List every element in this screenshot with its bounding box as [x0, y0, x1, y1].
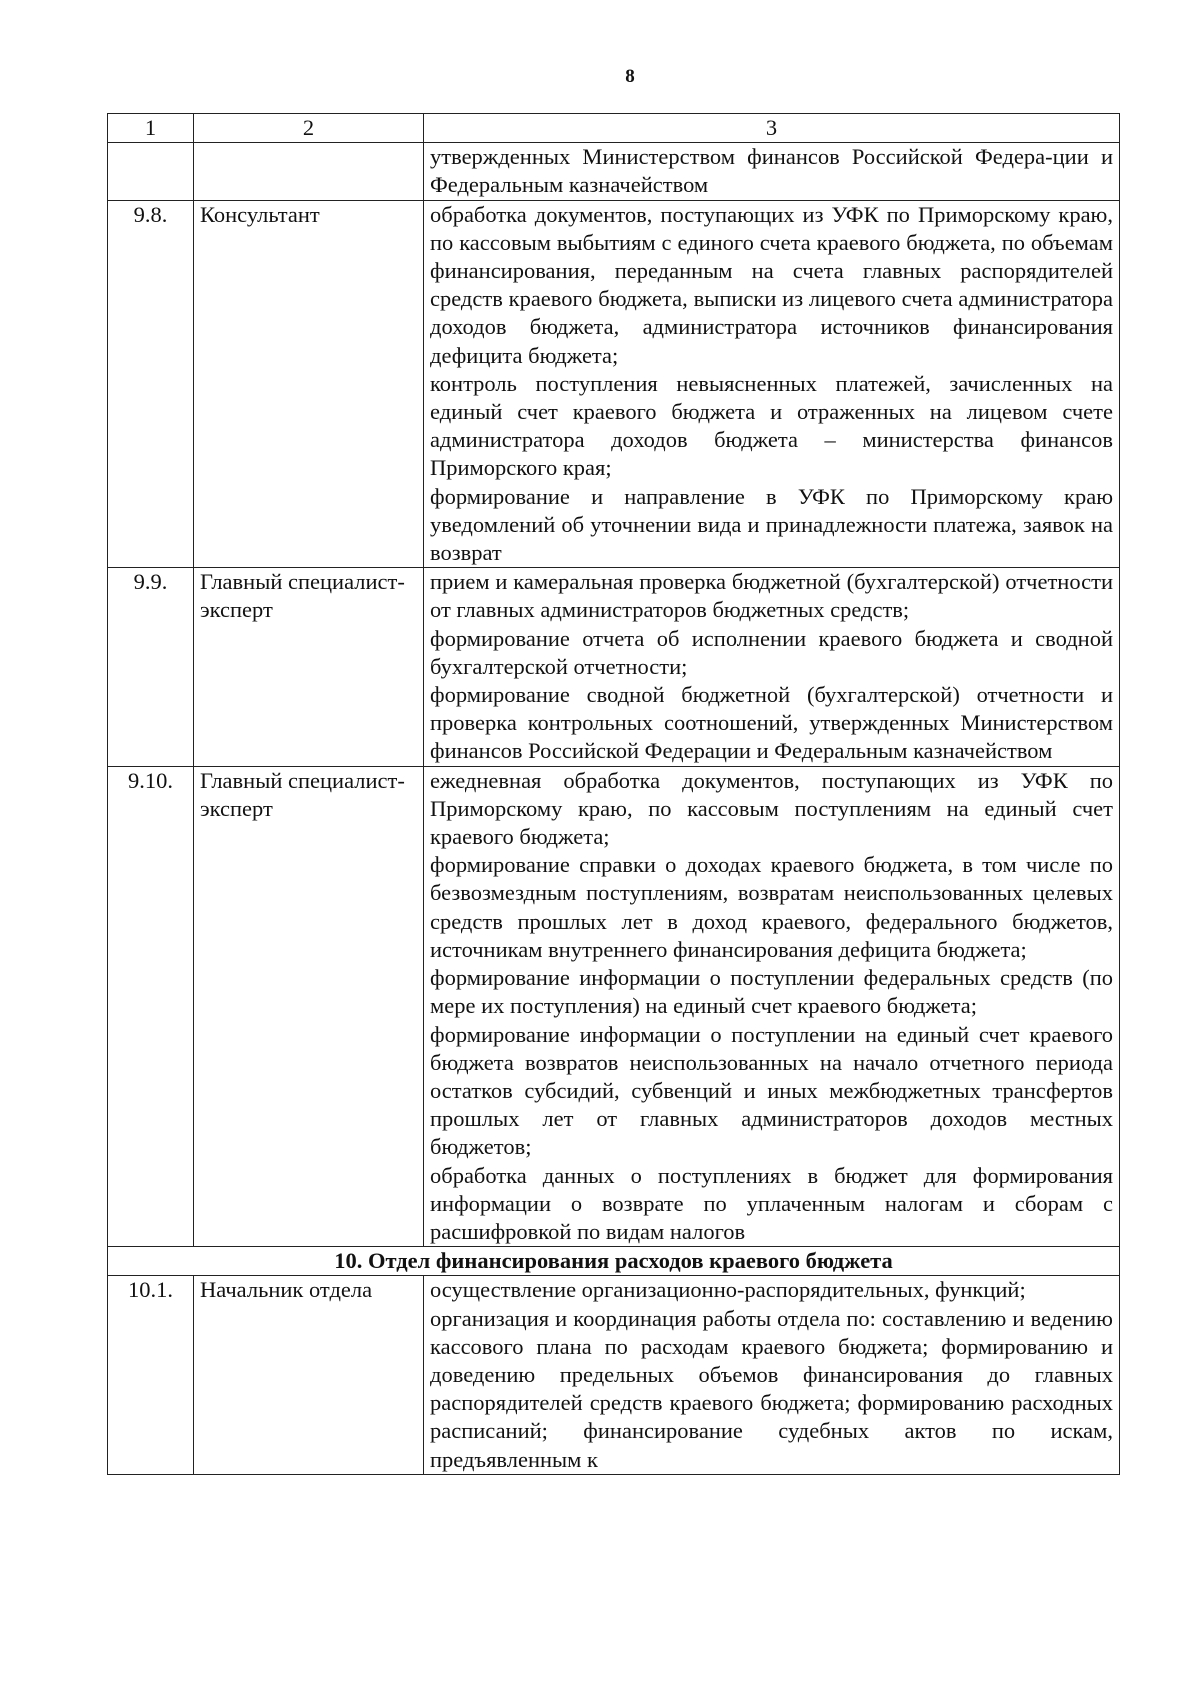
- table-row: [108, 568, 1120, 766]
- duty-text: обработка документов, поступающих из УФК по Приморскому краю, по кассовым выбытиям с единого счета краевого бюджета, по объемам финансирования, переданным на счета главных распорядителей средств краевого бюджета, выписки из лицевого счета администратора доходов бюджета, администратора источников финансирования дефицита бюджета;: [430, 201, 1113, 368]
- position-cell: Начальник отдела: [194, 1276, 424, 1474]
- table-row: [108, 200, 1120, 568]
- header-col-1: 1: [108, 114, 194, 143]
- table-header-row: [108, 114, 1120, 143]
- table-row: [108, 1276, 1120, 1474]
- duty-text: прием и камеральная проверка бюджетной (бухгалтерской) отчетности от главных администраторов бюджетных средств;: [430, 569, 1113, 623]
- duties-cell: [424, 143, 1120, 200]
- position-cell: [194, 143, 424, 200]
- section-title: 10. Отдел финансирования расходов краевого бюджета: [108, 1247, 1120, 1276]
- duty-text: контроль поступления невыясненных платежей, зачисленных на единый счет краевого бюджета и отраженных на лицевом счете администратора доходов бюджета – министерства финансов Приморского края;: [430, 370, 1113, 481]
- duty-text: обработка данных о поступлениях в бюджет для формирования информации о возврате по уплаченным налогам и сборам с расшифровкой по видам налогов: [430, 1162, 1113, 1244]
- duties-table: [107, 113, 1120, 1475]
- row-number: 9.9.: [108, 568, 194, 766]
- header-col-2: 2: [194, 114, 424, 143]
- duties-cell: [424, 1276, 1120, 1474]
- duty-text: утвержденных Министерством финансов Российской Федера-ции и Федеральным казначейством: [430, 144, 1113, 198]
- duties-cell: [424, 200, 1120, 568]
- duties-cell: [424, 568, 1120, 766]
- duty-text: осуществление организационно-распорядительных, функций;: [430, 1277, 1026, 1303]
- duty-text: формирование информации о поступлении на единый счет краевого бюджета возвратов неиспользованных на начало отчетного периода остатков субсидий, субвенций и иных межбюджетных трансфертов прошлых лет от главных администраторов доходов местных бюджетов;: [430, 1021, 1113, 1160]
- row-number: 9.8.: [108, 200, 194, 568]
- header-col-3: 3: [424, 114, 1120, 143]
- duty-text: ежедневная обработка документов, поступающих из УФК по Приморскому краю, по кассовым поступлениям на единый счет краевого бюджета;: [430, 767, 1113, 850]
- position-cell: Консультант: [194, 200, 424, 568]
- duties-cell: [424, 766, 1120, 1246]
- row-number: 10.1.: [108, 1276, 194, 1474]
- section-heading-row: [108, 1247, 1120, 1276]
- duty-text: формирование справки о доходах краевого бюджета, в том числе по безвозмездным поступлениям, возвратам неиспользованных целевых средств прошлых лет в доход краевого, федерального бюджетов, источникам внутреннего финансирования дефицита бюджета;: [430, 852, 1113, 962]
- row-number: 9.10.: [108, 766, 194, 1246]
- position-cell: Главный специалист-эксперт: [194, 766, 424, 1246]
- duty-text: формирование и направление в УФК по Приморскому краю уведомлений об уточнении вида и принадлежности платежа, заявок на возврат: [430, 483, 1113, 566]
- table-row: [108, 143, 1120, 200]
- duty-text: формирование информации о поступлении федеральных средств (по мере их поступления) на единый счет краевого бюджета;: [430, 965, 1113, 1019]
- duty-text: формирование сводной бюджетной (бухгалтерской) отчетности и проверка контрольных соотношений, утвержденных Министерством финансов Российской Федерации и Федеральным казначейством: [430, 682, 1113, 764]
- row-number: [108, 143, 194, 200]
- table-row: [108, 766, 1120, 1246]
- duty-text: формирование отчета об исполнении краевого бюджета и сводной бухгалтерской отчетности;: [430, 625, 1113, 679]
- position-cell: Главный специалист-эксперт: [194, 568, 424, 766]
- page-number: 8: [625, 66, 635, 87]
- duty-text: организация и координация работы отдела по: составлению и ведению кассового плана по расходам краевого бюджета; формированию и доведению предельных объемов финансирования до главных распорядителей средств краевого бюджета; формированию расходных расписаний; финансирование судебных актов по искам, предъявленным к: [430, 1305, 1113, 1472]
